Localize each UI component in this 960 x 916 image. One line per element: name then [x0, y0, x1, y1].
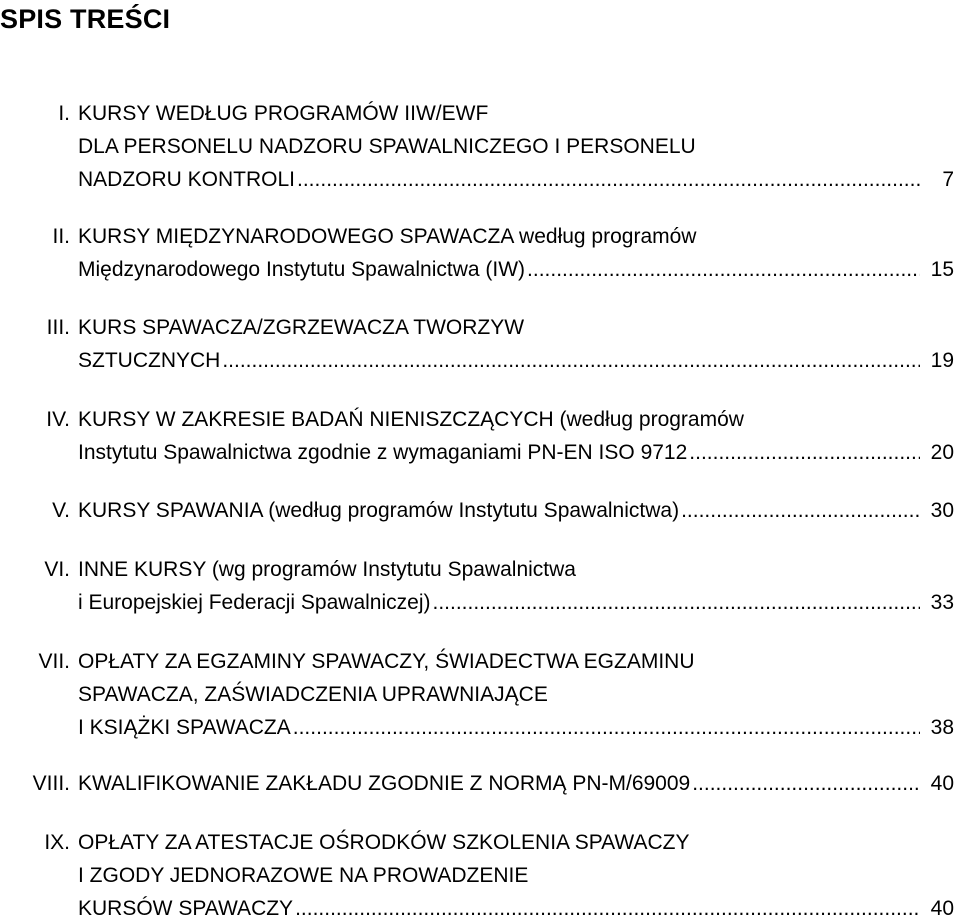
entry-line: KURSY W ZAKRESIE BADAŃ NIENISZCZĄCYCH (według programów	[78, 408, 744, 431]
entry-numeral: VI.	[44, 558, 70, 581]
entry-line: KURSY SPAWANIA (według programów Instytutu Spawalnictwa)	[78, 499, 680, 522]
entry-numeral: VIII.	[32, 772, 70, 795]
dot-leader	[433, 586, 921, 619]
entry-text	[78, 97, 960, 196]
entry-last-line	[78, 494, 960, 527]
dot-leader	[293, 711, 920, 744]
entry-text	[78, 767, 960, 800]
entry-line: KURSY MIĘDZYNARODOWEGO SPAWACZA według programów	[78, 225, 697, 248]
entry-numeral: II.	[52, 225, 70, 248]
page-number: 20	[930, 441, 954, 464]
entry-line: SZTUCZNYCH	[78, 349, 221, 372]
entry-last-line	[78, 436, 960, 469]
entry-text	[78, 311, 960, 377]
entry-numeral: III.	[46, 316, 70, 339]
page-number: 7	[942, 168, 954, 191]
entry-line: KWALIFIKOWANIE ZAKŁADU ZGODNIE Z NORMĄ PN-M/69009	[78, 772, 691, 795]
dot-leader	[297, 163, 920, 196]
entry-last-line	[78, 163, 960, 196]
dot-leader	[681, 494, 920, 527]
entry-text	[78, 826, 960, 916]
entry-text	[78, 645, 960, 744]
dot-leader	[295, 892, 920, 916]
page-number: 19	[930, 349, 954, 372]
entry-text	[78, 494, 960, 527]
page-title: SPIS TREŚCI	[0, 4, 171, 34]
entry-line: KURSÓW SPAWACZY	[78, 897, 294, 916]
entry-numeral: I.	[58, 102, 70, 125]
entry-line: Instytutu Spawalnictwa zgodnie z wymaganiami PN-EN ISO 9712	[78, 441, 688, 464]
entry-numeral: IX.	[44, 831, 70, 854]
page-number: 33	[930, 591, 954, 614]
entry-line: I ZGODY JEDNORAZOWE NA PROWADZENIE	[78, 864, 529, 887]
page-number: 15	[930, 258, 954, 281]
dot-leader	[689, 436, 920, 469]
entry-line: OPŁATY ZA ATESTACJE OŚRODKÓW SZKOLENIA SPAWACZY	[78, 831, 690, 854]
dot-leader	[222, 344, 920, 377]
entry-last-line	[78, 767, 960, 800]
entry-last-line	[78, 892, 960, 916]
page-number: 38	[930, 716, 954, 739]
entry-numeral: V.	[52, 499, 70, 522]
entry-line: DLA PERSONELU NADZORU SPAWALNICZEGO I PERSONELU	[78, 135, 696, 158]
entry-line: SPAWACZA, ZAŚWIADCZENIA UPRAWNIAJĄCE	[78, 683, 548, 706]
entry-line: OPŁATY ZA EGZAMINY SPAWACZY, ŚWIADECTWA EGZAMINU	[78, 650, 695, 673]
entry-line: I KSIĄŻKI SPAWACZA	[78, 716, 291, 739]
entry-last-line	[78, 586, 960, 619]
entry-last-line	[78, 253, 960, 286]
entry-last-line	[78, 711, 960, 744]
dot-leader	[527, 253, 920, 286]
page-number: 40	[930, 897, 954, 916]
entry-numeral: IV.	[46, 408, 70, 431]
entry-text	[78, 403, 960, 469]
dot-leader	[692, 767, 920, 800]
entry-text	[78, 553, 960, 619]
entry-line: i Europejskiej Federacji Spawalniczej)	[78, 591, 431, 614]
entry-line: KURSY WEDŁUG PROGRAMÓW IIW/EWF	[78, 102, 489, 125]
entry-text	[78, 220, 960, 286]
entry-line: INNE KURSY (wg programów Instytutu Spawalnictwa	[78, 558, 576, 581]
entry-line: NADZORU KONTROLI	[78, 168, 296, 191]
entry-last-line	[78, 344, 960, 377]
entry-line: KURS SPAWACZA/ZGRZEWACZA TWORZYW	[78, 316, 525, 339]
entry-numeral: VII.	[38, 650, 70, 673]
page-number: 40	[930, 772, 954, 795]
entry-line: Międzynarodowego Instytutu Spawalnictwa (IW)	[78, 258, 526, 281]
page-number: 30	[930, 499, 954, 522]
